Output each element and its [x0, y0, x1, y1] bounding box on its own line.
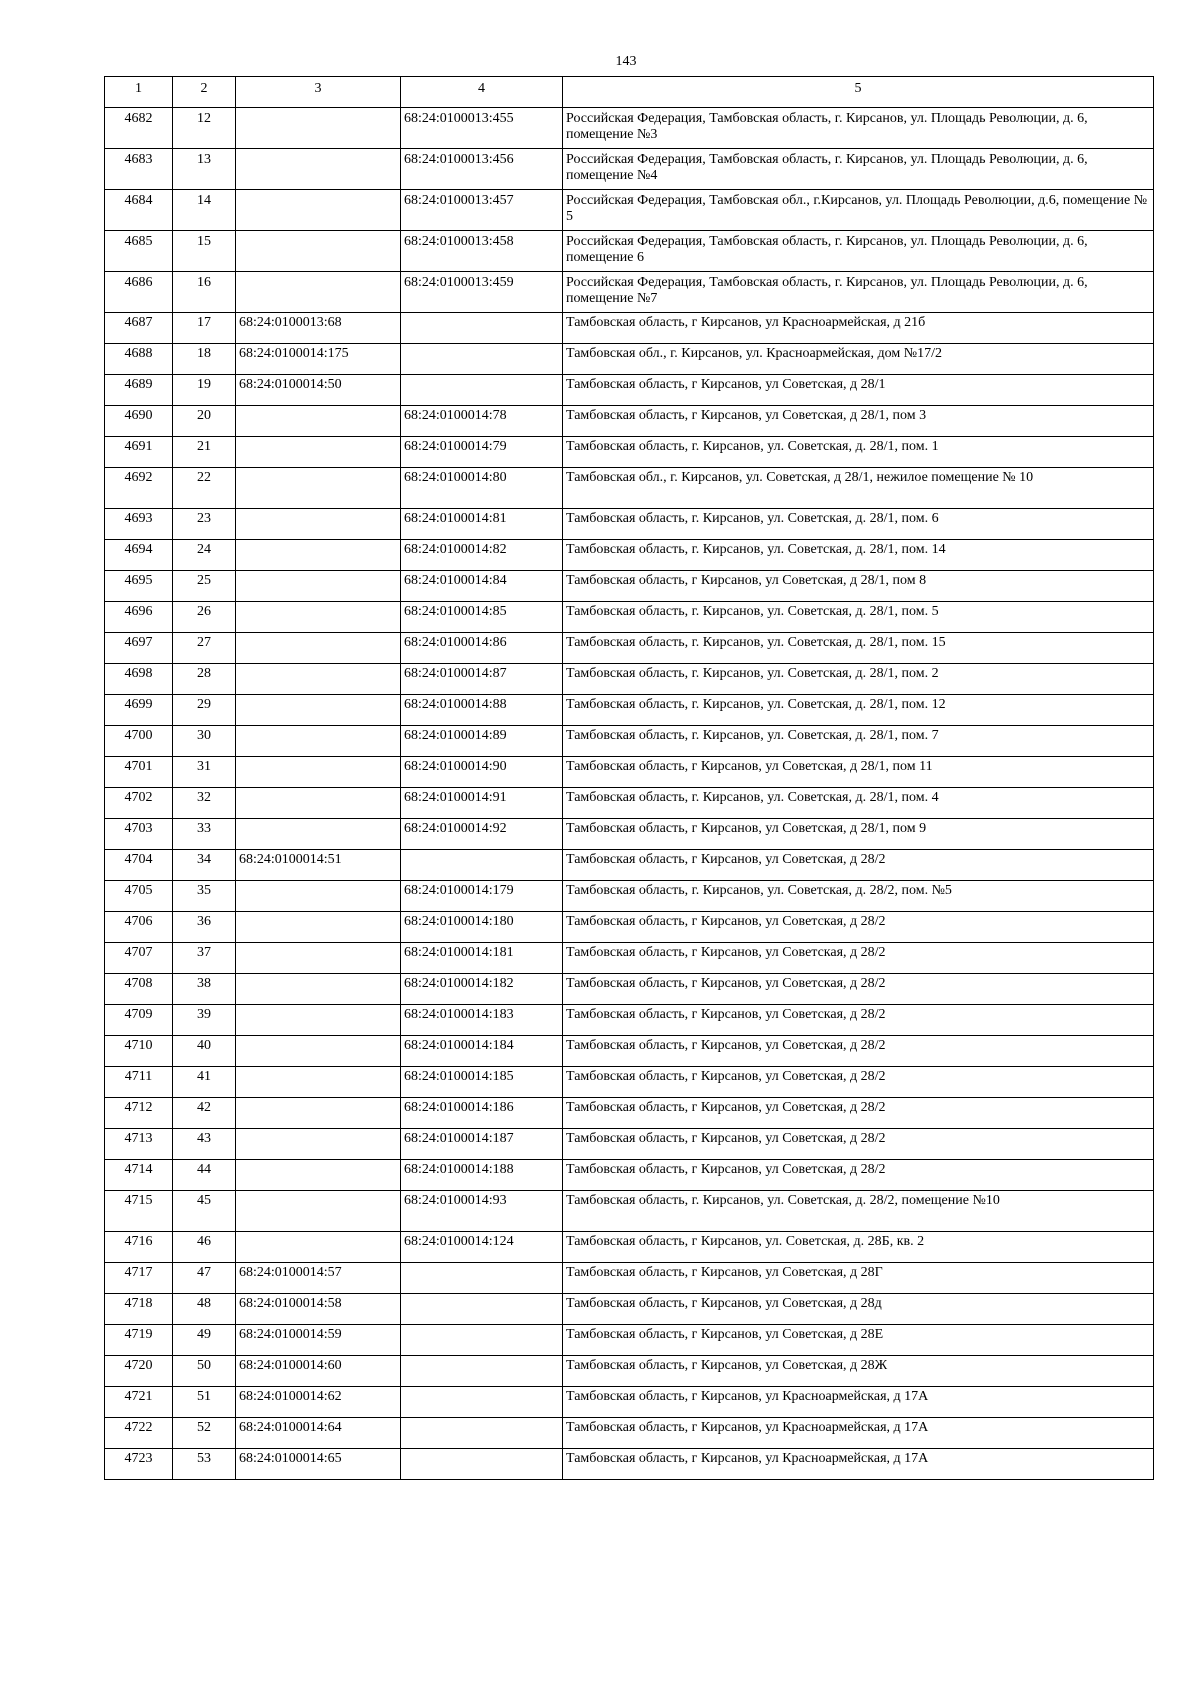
row-number-cell: 4704: [105, 850, 173, 881]
header-row: [105, 77, 1154, 108]
room-cadastral-number-cell: 68:24:0100014:84: [401, 571, 563, 602]
room-cadastral-number-cell: 68:24:0100014:93: [401, 1191, 563, 1232]
cadastral-number-cell: [236, 437, 401, 468]
cadastral-number-cell: [236, 974, 401, 1005]
table-row: [105, 1263, 1154, 1294]
item-index-cell: 34: [173, 850, 236, 881]
cadastral-number-cell: 68:24:0100014:57: [236, 1263, 401, 1294]
room-cadastral-number-cell: 68:24:0100014:182: [401, 974, 563, 1005]
row-number-cell: 4722: [105, 1418, 173, 1449]
table-body: [105, 108, 1154, 1480]
row-number-cell: 4717: [105, 1263, 173, 1294]
address-cell: Тамбовская область, г Кирсанов, ул Советская, д 28/2: [563, 1005, 1154, 1036]
item-index-cell: 46: [173, 1232, 236, 1263]
room-cadastral-number-cell: 68:24:0100014:89: [401, 726, 563, 757]
row-number-cell: 4710: [105, 1036, 173, 1067]
address-cell: Тамбовская область, г Кирсанов, ул Красноармейская, д 17А: [563, 1387, 1154, 1418]
cadastral-number-cell: [236, 1067, 401, 1098]
table-row: [105, 1160, 1154, 1191]
row-number-cell: 4686: [105, 272, 173, 313]
cadastral-number-cell: [236, 272, 401, 313]
room-cadastral-number-cell: 68:24:0100013:457: [401, 190, 563, 231]
column-header: 4: [401, 77, 563, 108]
address-cell: Тамбовская область, г. Кирсанов, ул. Советская, д. 28/1, пом. 1: [563, 437, 1154, 468]
row-number-cell: 4685: [105, 231, 173, 272]
address-cell: Тамбовская область, г. Кирсанов, ул. Советская, д. 28/1, пом. 6: [563, 509, 1154, 540]
address-cell: Тамбовская область, г Кирсанов, ул Советская, д 28/2: [563, 1067, 1154, 1098]
address-cell: Тамбовская область, г. Кирсанов, ул. Советская, д. 28/2, помещение №10: [563, 1191, 1154, 1232]
table-row: [105, 1005, 1154, 1036]
address-cell: Тамбовская область, г Кирсанов, ул Советская, д 28/2: [563, 1160, 1154, 1191]
address-cell: Российская Федерация, Тамбовская область, г. Кирсанов, ул. Площадь Революции, д. 6, помещение №3: [563, 108, 1154, 149]
item-index-cell: 16: [173, 272, 236, 313]
table-row: [105, 695, 1154, 726]
cadastral-number-cell: [236, 468, 401, 509]
address-cell: Российская Федерация, Тамбовская обл., г.Кирсанов, ул. Площадь Революции, д.6, помещение № 5: [563, 190, 1154, 231]
row-number-cell: 4699: [105, 695, 173, 726]
column-header: 3: [236, 77, 401, 108]
row-number-cell: 4708: [105, 974, 173, 1005]
address-cell: Тамбовская область, г Кирсанов, ул Советская, д 28Е: [563, 1325, 1154, 1356]
row-number-cell: 4690: [105, 406, 173, 437]
address-cell: Российская Федерация, Тамбовская область, г. Кирсанов, ул. Площадь Революции, д. 6, помещение №7: [563, 272, 1154, 313]
row-number-cell: 4716: [105, 1232, 173, 1263]
row-number-cell: 4703: [105, 819, 173, 850]
item-index-cell: 51: [173, 1387, 236, 1418]
table-row: [105, 509, 1154, 540]
row-number-cell: 4712: [105, 1098, 173, 1129]
room-cadastral-number-cell: 68:24:0100014:179: [401, 881, 563, 912]
row-number-cell: 4702: [105, 788, 173, 819]
room-cadastral-number-cell: 68:24:0100014:82: [401, 540, 563, 571]
room-cadastral-number-cell: 68:24:0100014:186: [401, 1098, 563, 1129]
cadastral-number-cell: [236, 571, 401, 602]
row-number-cell: 4721: [105, 1387, 173, 1418]
item-index-cell: 50: [173, 1356, 236, 1387]
room-cadastral-number-cell: 68:24:0100013:458: [401, 231, 563, 272]
item-index-cell: 44: [173, 1160, 236, 1191]
item-index-cell: 39: [173, 1005, 236, 1036]
table-row: [105, 881, 1154, 912]
item-index-cell: 43: [173, 1129, 236, 1160]
item-index-cell: 35: [173, 881, 236, 912]
column-header: 5: [563, 77, 1154, 108]
row-number-cell: 4683: [105, 149, 173, 190]
room-cadastral-number-cell: 68:24:0100013:455: [401, 108, 563, 149]
row-number-cell: 4718: [105, 1294, 173, 1325]
address-cell: Тамбовская область, г. Кирсанов, ул. Советская, д. 28/1, пом. 12: [563, 695, 1154, 726]
room-cadastral-number-cell: 68:24:0100014:187: [401, 1129, 563, 1160]
row-number-cell: 4711: [105, 1067, 173, 1098]
address-cell: Тамбовская область, г Кирсанов, ул Красноармейская, д 17А: [563, 1418, 1154, 1449]
table-row: [105, 313, 1154, 344]
row-number-cell: 4714: [105, 1160, 173, 1191]
room-cadastral-number-cell: 68:24:0100014:88: [401, 695, 563, 726]
address-cell: Тамбовская область, г. Кирсанов, ул. Советская, д. 28/1, пом. 14: [563, 540, 1154, 571]
row-number-cell: 4693: [105, 509, 173, 540]
cadastral-number-cell: [236, 149, 401, 190]
item-index-cell: 36: [173, 912, 236, 943]
item-index-cell: 45: [173, 1191, 236, 1232]
row-number-cell: 4706: [105, 912, 173, 943]
cadastral-number-cell: [236, 1160, 401, 1191]
room-cadastral-number-cell: [401, 850, 563, 881]
address-cell: Тамбовская область, г. Кирсанов, ул. Советская, д. 28/1, пом. 7: [563, 726, 1154, 757]
cadastral-number-cell: [236, 190, 401, 231]
row-number-cell: 4696: [105, 602, 173, 633]
item-index-cell: 42: [173, 1098, 236, 1129]
row-number-cell: 4719: [105, 1325, 173, 1356]
item-index-cell: 25: [173, 571, 236, 602]
item-index-cell: 41: [173, 1067, 236, 1098]
item-index-cell: 15: [173, 231, 236, 272]
address-cell: Тамбовская область, г Кирсанов, ул Советская, д 28/2: [563, 1098, 1154, 1129]
room-cadastral-number-cell: [401, 1263, 563, 1294]
table-row: [105, 974, 1154, 1005]
cadastral-number-cell: [236, 664, 401, 695]
table-row: [105, 571, 1154, 602]
row-number-cell: 4692: [105, 468, 173, 509]
address-cell: Тамбовская область, г Кирсанов, ул Красноармейская, д 17А: [563, 1449, 1154, 1480]
item-index-cell: 14: [173, 190, 236, 231]
cadastral-number-cell: 68:24:0100014:62: [236, 1387, 401, 1418]
item-index-cell: 21: [173, 437, 236, 468]
room-cadastral-number-cell: 68:24:0100014:124: [401, 1232, 563, 1263]
address-cell: Тамбовская область, г Кирсанов, ул Красноармейская, д 21б: [563, 313, 1154, 344]
item-index-cell: 33: [173, 819, 236, 850]
address-cell: Тамбовская область, г Кирсанов, ул Советская, д 28/2: [563, 1036, 1154, 1067]
table-row: [105, 1067, 1154, 1098]
table-row: [105, 344, 1154, 375]
cadastral-number-cell: [236, 695, 401, 726]
address-cell: Тамбовская область, г Кирсанов, ул Советская, д 28/1, пом 11: [563, 757, 1154, 788]
row-number-cell: 4713: [105, 1129, 173, 1160]
cadastral-number-cell: [236, 231, 401, 272]
column-header: 1: [105, 77, 173, 108]
room-cadastral-number-cell: 68:24:0100014:87: [401, 664, 563, 695]
item-index-cell: 52: [173, 1418, 236, 1449]
item-index-cell: 32: [173, 788, 236, 819]
table-row: [105, 726, 1154, 757]
item-index-cell: 53: [173, 1449, 236, 1480]
room-cadastral-number-cell: 68:24:0100014:79: [401, 437, 563, 468]
room-cadastral-number-cell: 68:24:0100014:188: [401, 1160, 563, 1191]
table-row: [105, 468, 1154, 509]
address-cell: Тамбовская область, г Кирсанов, ул Советская, д 28/1, пом 9: [563, 819, 1154, 850]
row-number-cell: 4723: [105, 1449, 173, 1480]
table-row: [105, 1129, 1154, 1160]
table-row: [105, 633, 1154, 664]
address-cell: Тамбовская область, г Кирсанов, ул Советская, д 28/2: [563, 974, 1154, 1005]
table-row: [105, 1294, 1154, 1325]
address-cell: Тамбовская область, г Кирсанов, ул. Советская, д. 28Б, кв. 2: [563, 1232, 1154, 1263]
table-row: [105, 788, 1154, 819]
table-row: [105, 1449, 1154, 1480]
room-cadastral-number-cell: 68:24:0100014:180: [401, 912, 563, 943]
address-cell: Тамбовская область, г Кирсанов, ул Советская, д 28/1: [563, 375, 1154, 406]
table-row: [105, 231, 1154, 272]
cadastral-number-cell: 68:24:0100014:58: [236, 1294, 401, 1325]
address-cell: Тамбовская область, г Кирсанов, ул Советская, д 28/1, пом 8: [563, 571, 1154, 602]
room-cadastral-number-cell: 68:24:0100014:78: [401, 406, 563, 437]
table-row: [105, 1387, 1154, 1418]
table-row: [105, 108, 1154, 149]
room-cadastral-number-cell: [401, 1294, 563, 1325]
item-index-cell: 38: [173, 974, 236, 1005]
address-cell: Тамбовская область, г. Кирсанов, ул. Советская, д. 28/1, пом. 4: [563, 788, 1154, 819]
address-cell: Тамбовская область, г Кирсанов, ул Советская, д 28/2: [563, 1129, 1154, 1160]
address-cell: Тамбовская область, г Кирсанов, ул Советская, д 28/2: [563, 943, 1154, 974]
cadastral-number-cell: 68:24:0100014:64: [236, 1418, 401, 1449]
cadastral-number-cell: [236, 1098, 401, 1129]
item-index-cell: 29: [173, 695, 236, 726]
cadastral-number-cell: [236, 108, 401, 149]
item-index-cell: 22: [173, 468, 236, 509]
address-cell: Тамбовская область, г. Кирсанов, ул. Советская, д. 28/1, пом. 5: [563, 602, 1154, 633]
row-number-cell: 4687: [105, 313, 173, 344]
table-row: [105, 757, 1154, 788]
row-number-cell: 4694: [105, 540, 173, 571]
address-cell: Российская Федерация, Тамбовская область, г. Кирсанов, ул. Площадь Революции, д. 6, помещение №4: [563, 149, 1154, 190]
table-row: [105, 272, 1154, 313]
cadastral-number-cell: [236, 1036, 401, 1067]
item-index-cell: 28: [173, 664, 236, 695]
cadastral-number-cell: 68:24:0100014:60: [236, 1356, 401, 1387]
table-row: [105, 819, 1154, 850]
item-index-cell: 40: [173, 1036, 236, 1067]
table-row: [105, 540, 1154, 571]
item-index-cell: 31: [173, 757, 236, 788]
room-cadastral-number-cell: 68:24:0100014:183: [401, 1005, 563, 1036]
row-number-cell: 4720: [105, 1356, 173, 1387]
room-cadastral-number-cell: 68:24:0100014:91: [401, 788, 563, 819]
cadastral-number-cell: 68:24:0100013:68: [236, 313, 401, 344]
item-index-cell: 48: [173, 1294, 236, 1325]
row-number-cell: 4684: [105, 190, 173, 231]
address-cell: Тамбовская область, г Кирсанов, ул Советская, д 28Ж: [563, 1356, 1154, 1387]
address-cell: Российская Федерация, Тамбовская область, г. Кирсанов, ул. Площадь Революции, д. 6, помещение 6: [563, 231, 1154, 272]
table-row: [105, 850, 1154, 881]
cadastral-number-cell: [236, 788, 401, 819]
row-number-cell: 4709: [105, 1005, 173, 1036]
room-cadastral-number-cell: [401, 344, 563, 375]
row-number-cell: 4705: [105, 881, 173, 912]
room-cadastral-number-cell: [401, 313, 563, 344]
room-cadastral-number-cell: [401, 1387, 563, 1418]
room-cadastral-number-cell: 68:24:0100014:80: [401, 468, 563, 509]
address-cell: Тамбовская область, г Кирсанов, ул Советская, д 28/2: [563, 850, 1154, 881]
item-index-cell: 19: [173, 375, 236, 406]
row-number-cell: 4682: [105, 108, 173, 149]
row-number-cell: 4707: [105, 943, 173, 974]
room-cadastral-number-cell: [401, 1356, 563, 1387]
room-cadastral-number-cell: 68:24:0100014:181: [401, 943, 563, 974]
address-cell: Тамбовская область, г Кирсанов, ул Советская, д 28д: [563, 1294, 1154, 1325]
address-cell: Тамбовская область, г. Кирсанов, ул. Советская, д. 28/2, пом. №5: [563, 881, 1154, 912]
registry-table: [104, 76, 1154, 1480]
room-cadastral-number-cell: [401, 1325, 563, 1356]
address-cell: Тамбовская обл., г. Кирсанов, ул. Красноармейская, дом №17/2: [563, 344, 1154, 375]
cadastral-number-cell: [236, 943, 401, 974]
room-cadastral-number-cell: 68:24:0100014:86: [401, 633, 563, 664]
cadastral-number-cell: 68:24:0100014:51: [236, 850, 401, 881]
room-cadastral-number-cell: 68:24:0100014:90: [401, 757, 563, 788]
cadastral-number-cell: [236, 602, 401, 633]
table-row: [105, 912, 1154, 943]
item-index-cell: 27: [173, 633, 236, 664]
item-index-cell: 30: [173, 726, 236, 757]
item-index-cell: 20: [173, 406, 236, 437]
cadastral-number-cell: [236, 757, 401, 788]
item-index-cell: 23: [173, 509, 236, 540]
address-cell: Тамбовская область, г Кирсанов, ул Советская, д 28/1, пом 3: [563, 406, 1154, 437]
item-index-cell: 26: [173, 602, 236, 633]
cadastral-number-cell: [236, 881, 401, 912]
table-row: [105, 1325, 1154, 1356]
room-cadastral-number-cell: 68:24:0100014:81: [401, 509, 563, 540]
item-index-cell: 24: [173, 540, 236, 571]
cadastral-number-cell: [236, 406, 401, 437]
table-row: [105, 1418, 1154, 1449]
table-row: [105, 375, 1154, 406]
table-row: [105, 1356, 1154, 1387]
table-row: [105, 1191, 1154, 1232]
cadastral-number-cell: [236, 1129, 401, 1160]
address-cell: Тамбовская обл., г. Кирсанов, ул. Советская, д 28/1, нежилое помещение № 10: [563, 468, 1154, 509]
room-cadastral-number-cell: 68:24:0100014:185: [401, 1067, 563, 1098]
address-cell: Тамбовская область, г Кирсанов, ул Советская, д 28Г: [563, 1263, 1154, 1294]
item-index-cell: 49: [173, 1325, 236, 1356]
page-number: 143: [615, 54, 637, 69]
table-row: [105, 1232, 1154, 1263]
item-index-cell: 13: [173, 149, 236, 190]
room-cadastral-number-cell: 68:24:0100014:85: [401, 602, 563, 633]
room-cadastral-number-cell: [401, 1449, 563, 1480]
row-number-cell: 4697: [105, 633, 173, 664]
row-number-cell: 4689: [105, 375, 173, 406]
cadastral-number-cell: [236, 1232, 401, 1263]
address-cell: Тамбовская область, г. Кирсанов, ул. Советская, д. 28/1, пом. 2: [563, 664, 1154, 695]
cadastral-number-cell: [236, 912, 401, 943]
row-number-cell: 4700: [105, 726, 173, 757]
cadastral-number-cell: 68:24:0100014:175: [236, 344, 401, 375]
table-row: [105, 664, 1154, 695]
item-index-cell: 17: [173, 313, 236, 344]
row-number-cell: 4701: [105, 757, 173, 788]
table-row: [105, 437, 1154, 468]
item-index-cell: 12: [173, 108, 236, 149]
item-index-cell: 37: [173, 943, 236, 974]
room-cadastral-number-cell: [401, 375, 563, 406]
room-cadastral-number-cell: 68:24:0100014:92: [401, 819, 563, 850]
room-cadastral-number-cell: 68:24:0100013:456: [401, 149, 563, 190]
table-row: [105, 1036, 1154, 1067]
address-cell: Тамбовская область, г Кирсанов, ул Советская, д 28/2: [563, 912, 1154, 943]
room-cadastral-number-cell: 68:24:0100013:459: [401, 272, 563, 313]
cadastral-number-cell: [236, 1005, 401, 1036]
cadastral-number-cell: 68:24:0100014:65: [236, 1449, 401, 1480]
cadastral-number-cell: 68:24:0100014:59: [236, 1325, 401, 1356]
row-number-cell: 4698: [105, 664, 173, 695]
cadastral-number-cell: [236, 633, 401, 664]
room-cadastral-number-cell: [401, 1418, 563, 1449]
row-number-cell: 4688: [105, 344, 173, 375]
column-header: 2: [173, 77, 236, 108]
row-number-cell: 4691: [105, 437, 173, 468]
row-number-cell: 4695: [105, 571, 173, 602]
table-row: [105, 406, 1154, 437]
item-index-cell: 18: [173, 344, 236, 375]
table-row: [105, 149, 1154, 190]
cadastral-number-cell: [236, 819, 401, 850]
cadastral-number-cell: [236, 726, 401, 757]
table-row: [105, 943, 1154, 974]
row-number-cell: 4715: [105, 1191, 173, 1232]
room-cadastral-number-cell: 68:24:0100014:184: [401, 1036, 563, 1067]
table-row: [105, 602, 1154, 633]
cadastral-number-cell: [236, 540, 401, 571]
table-row: [105, 190, 1154, 231]
cadastral-number-cell: [236, 1191, 401, 1232]
table-row: [105, 1098, 1154, 1129]
cadastral-number-cell: 68:24:0100014:50: [236, 375, 401, 406]
address-cell: Тамбовская область, г. Кирсанов, ул. Советская, д. 28/1, пом. 15: [563, 633, 1154, 664]
item-index-cell: 47: [173, 1263, 236, 1294]
cadastral-number-cell: [236, 509, 401, 540]
